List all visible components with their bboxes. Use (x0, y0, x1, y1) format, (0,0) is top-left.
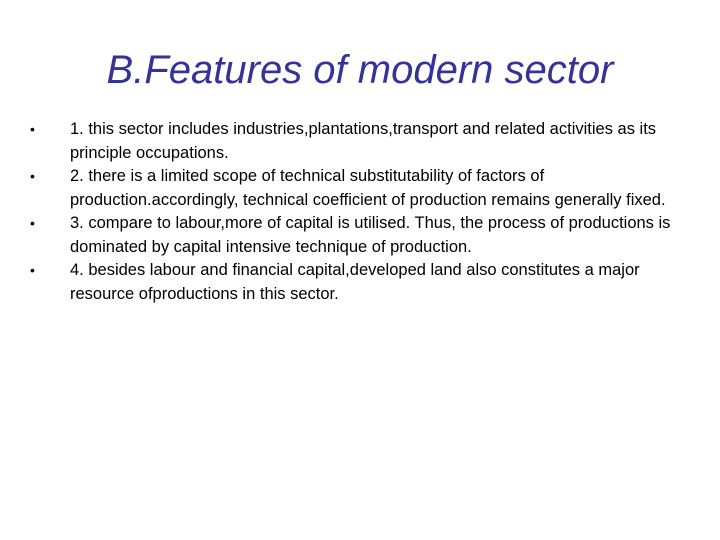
bullet-icon: • (30, 168, 35, 184)
bullet-item (30, 165, 690, 212)
bullet-icon: • (30, 215, 35, 231)
bullet-text: 3. compare to labour,more of capital is utilised. Thus, the process of productions is dominated by capital intensive technique of production. (70, 214, 671, 256)
bullet-icon: • (30, 262, 35, 278)
bullet-text: 2. there is a limited scope of technical substitutability of factors of production.accordingly, technical coefficient of production remains generally fixed. (70, 167, 666, 209)
slide-title: B.Features of modern sector (106, 48, 614, 92)
bullet-item (30, 118, 690, 165)
bullet-text: 1. this sector includes industries,plantations,transport and related activities as its principle occupations. (70, 120, 657, 162)
bullet-icon: • (30, 121, 35, 137)
bullet-text: 4. besides labour and financial capital,developed land also constitutes a major resource ofproductions in this sector. (70, 261, 640, 303)
bullet-item (30, 259, 690, 306)
bullet-list (30, 118, 690, 306)
bullet-item (30, 212, 690, 259)
